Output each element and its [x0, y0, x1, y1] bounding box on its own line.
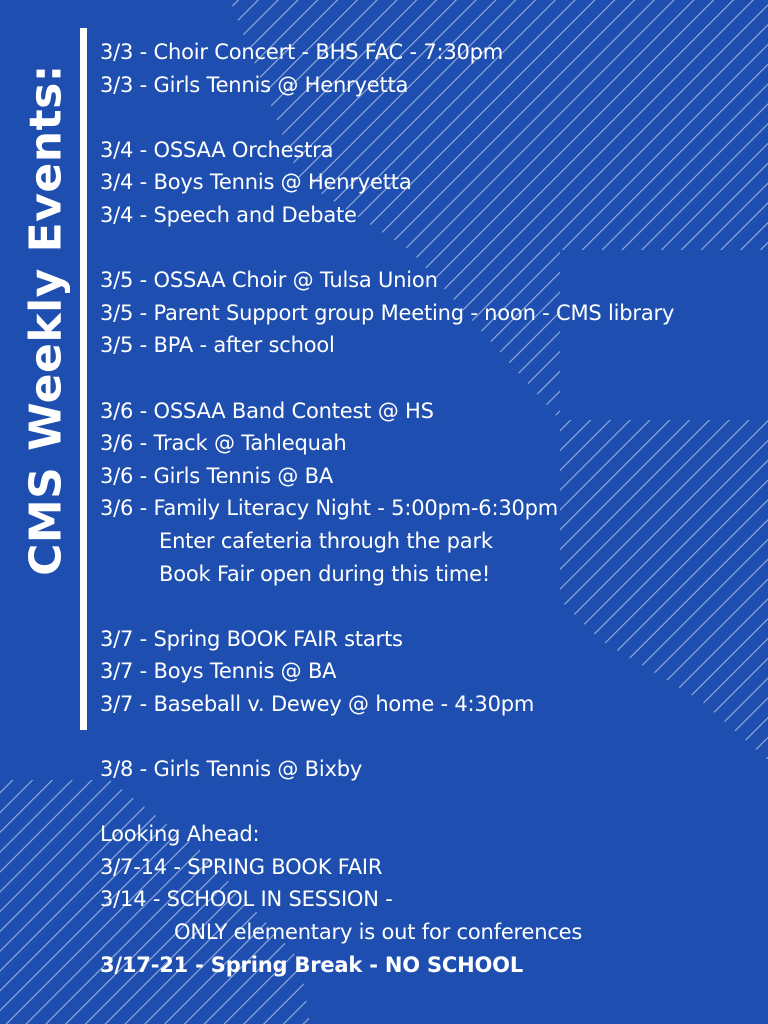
event-line: 3/14 - SCHOOL IN SESSION -: [100, 887, 393, 912]
event-line: 3/6 - Track @ Tahlequah: [100, 431, 347, 456]
event-line: 3/6 - Family Literacy Night - 5:00pm-6:30pm: [100, 496, 559, 521]
event-line: 3/5 - BPA - after school: [100, 333, 335, 358]
event-detail-line: Book Fair open during this time!: [159, 561, 491, 586]
event-line: 3/8 - Girls Tennis @ Bixby: [100, 757, 363, 782]
spring-break-line: 3/17-21 - Spring Break - NO SCHOOL: [100, 952, 524, 977]
event-line: 3/7 - Boys Tennis @ BA: [100, 659, 337, 684]
spacer: [100, 720, 764, 753]
spacer: [100, 232, 764, 265]
side-title: [18, 40, 74, 600]
event-line: 3/3 - Girls Tennis @ Henryetta: [100, 72, 409, 97]
event-line: 3/4 - Boys Tennis @ Henryetta: [100, 170, 412, 195]
event-line: 3/6 - OSSAA Band Contest @ HS: [100, 398, 434, 423]
spacer: [100, 362, 764, 395]
event-line: 3/7 - Baseball v. Dewey @ home - 4:30pm: [100, 691, 535, 716]
events-list: [100, 36, 764, 981]
event-line: 3/5 - Parent Support group Meeting - noon - CMS library: [100, 300, 675, 325]
event-line: 3/4 - Speech and Debate: [100, 202, 357, 227]
event-detail-line: ONLY elementary is out for conferences: [174, 920, 583, 945]
event-line: 3/4 - OSSAA Orchestra: [100, 137, 334, 162]
event-detail-line: Enter cafeteria through the park: [159, 528, 493, 553]
spacer: [100, 590, 764, 623]
event-line: 3/7-14 - SPRING BOOK FAIR: [100, 854, 383, 879]
event-line: 3/3 - Choir Concert - BHS FAC - 7:30pm: [100, 40, 504, 64]
vertical-divider: [80, 28, 87, 730]
spacer: [100, 786, 764, 819]
looking-ahead-heading: Looking Ahead:: [100, 822, 260, 847]
event-line: 3/5 - OSSAA Choir @ Tulsa Union: [100, 268, 438, 293]
event-line: 3/6 - Girls Tennis @ BA: [100, 463, 334, 488]
page-title: CMS Weekly Events:: [20, 64, 72, 576]
spacer: [100, 101, 764, 134]
event-line: 3/7 - Spring BOOK FAIR starts: [100, 626, 403, 651]
